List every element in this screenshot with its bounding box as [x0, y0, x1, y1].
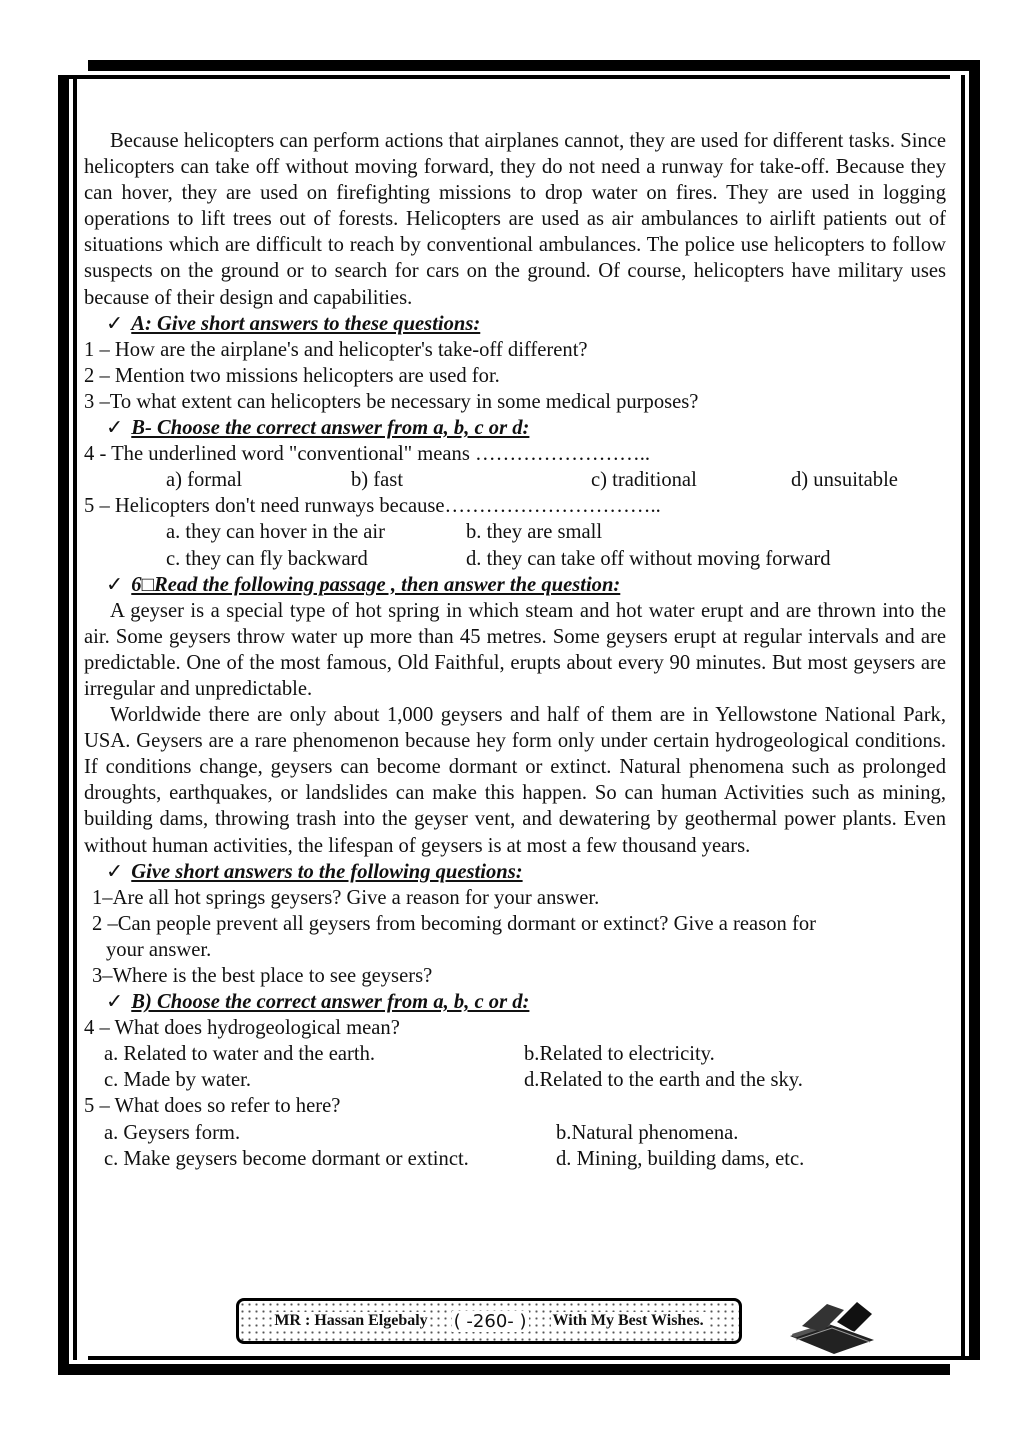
geyser-question-1: 1–Are all hot springs geysers? Give a reason for your answer. — [92, 886, 600, 909]
option-c: c. they can fly backward — [166, 547, 368, 570]
geyser-passage-p1: A geyser is a special type of hot spring in which steam and hot water erupt and are thrown into the air. Some geysers throw water up more than 45 metres. Some geysers erupt at regular intervals and are predictable. One of the most famous, Old Faithful, erupts about every 90 minutes. But most geysers are irregular and unpredictable. — [84, 599, 946, 700]
option-b: b.Natural phenomena. — [556, 1121, 739, 1144]
page-number: ( -260- ) — [453, 1310, 527, 1332]
check-icon: ✓ — [106, 573, 124, 596]
footer-wishes: With My Best Wishes. — [552, 1312, 704, 1329]
option-a: a. Geysers form. — [104, 1121, 241, 1144]
section-c-heading: ✓ Give short answers to the following questions: — [106, 860, 523, 883]
books-icon — [782, 1296, 882, 1358]
border-left — [58, 75, 69, 1375]
section-6-heading: ✓ 6□Read the following passage , then answer the question: — [106, 573, 621, 596]
check-icon: ✓ — [106, 312, 124, 335]
border-top — [88, 60, 980, 71]
geyser-q5-options-cd — [84, 1146, 946, 1172]
check-icon: ✓ — [106, 417, 124, 440]
geyser-question-5: 5 – What does so refer to here? — [84, 1095, 341, 1118]
geyser-question-2-cont: your answer. — [106, 938, 212, 961]
option-b: b. they are small — [466, 521, 603, 544]
section-a-heading: ✓ A: Give short answers to these questions: — [106, 312, 481, 335]
question-5-options-ab — [84, 519, 946, 545]
check-icon: ✓ — [106, 991, 124, 1014]
geyser-q5-options-ab — [84, 1120, 946, 1146]
worksheet-content — [84, 128, 946, 1172]
section-b-heading: ✓ B- Choose the correct answer from a, b, c or d: — [106, 417, 530, 440]
border-right-inner — [961, 75, 965, 1356]
footer-author: MR : Hassan Elgebaly — [274, 1312, 428, 1329]
border-right — [969, 60, 980, 1360]
option-c: c) traditional — [591, 469, 697, 492]
question-2: 2 – Mention two missions helicopters are used for. — [84, 364, 500, 387]
option-d: d) unsuitable — [791, 469, 898, 492]
border-top-inner — [58, 75, 950, 79]
option-d: d. they can take off without moving forward — [466, 547, 831, 570]
option-a: a) formal — [166, 469, 243, 492]
question-5: 5 – Helicopters don't need runways because………………………….. — [84, 495, 661, 518]
geyser-question-3: 3–Where is the best place to see geysers? — [92, 965, 433, 987]
helicopter-passage: Because helicopters can perform actions that airplanes cannot, they are used for different tasks. Since helicopters can take off without moving forward, they do not need a runway for take-off. Because they can hover, they are used on firefighting missions to drop water on fires. They are used in logging operations to lift trees out of forests. Helicopters are used as air ambulances to airlift patients out of situations which are difficult to reach by conventional ambulances. The police use helicopters to follow suspects on the ground or to search for cars on the ground. Of course, helicopters have military uses because of their design and capabilities. — [84, 130, 946, 309]
option-a: a. they can hover in the air — [166, 521, 385, 544]
footer-banner — [236, 1298, 742, 1344]
section-d-heading: ✓ B) Choose the correct answer from a, b, c or d: — [106, 991, 530, 1014]
border-left-inner — [73, 79, 77, 1360]
geyser-passage-p2: Worldwide there are only about 1,000 geysers and half of them are in Yellowstone National Park, USA. Geysers are a rare phenomenon because hey form only under certain hydrogeological conditions. If conditions change, geysers can become dormant or extinct. Natural phenomena such as prolonged droughts, earthquakes, or landslides can make this happen. So can human Activities such as mining, building dams, throwing trash into the geyser vent, and dewatering by geothermal power plants. Even without human activities, the lifespan of geysers is at most a few thousand years. — [84, 704, 946, 857]
geyser-q4-options-cd — [84, 1067, 946, 1093]
option-b: b.Related to electricity. — [524, 1043, 715, 1066]
option-c: c. Make geysers become dormant or extinct. — [104, 1147, 469, 1170]
question-5-options-cd — [84, 546, 946, 572]
geyser-question-2: 2 –Can people prevent all geysers from becoming dormant or extinct? Give a reason for — [92, 912, 816, 935]
option-d: d.Related to the earth and the sky. — [524, 1069, 803, 1092]
geyser-question-4: 4 – What does hydrogeological mean? — [84, 1017, 400, 1040]
check-icon: ✓ — [106, 860, 124, 883]
option-d: d. Mining, building dams, etc. — [556, 1147, 805, 1170]
option-c: c. Made by water. — [104, 1069, 251, 1092]
question-4-options — [84, 467, 946, 493]
geyser-q4-options-ab — [84, 1041, 946, 1067]
option-b: b) fast — [351, 469, 404, 492]
question-4: 4 - The underlined word "conventional" means …………………….. — [84, 443, 651, 466]
question-1: 1 – How are the airplane's and helicopter's take-off different? — [84, 338, 588, 361]
question-3: 3 –To what extent can helicopters be necessary in some medical purposes? — [84, 390, 699, 413]
option-a: a. Related to water and the earth. — [104, 1043, 376, 1066]
border-bottom — [58, 1364, 950, 1375]
